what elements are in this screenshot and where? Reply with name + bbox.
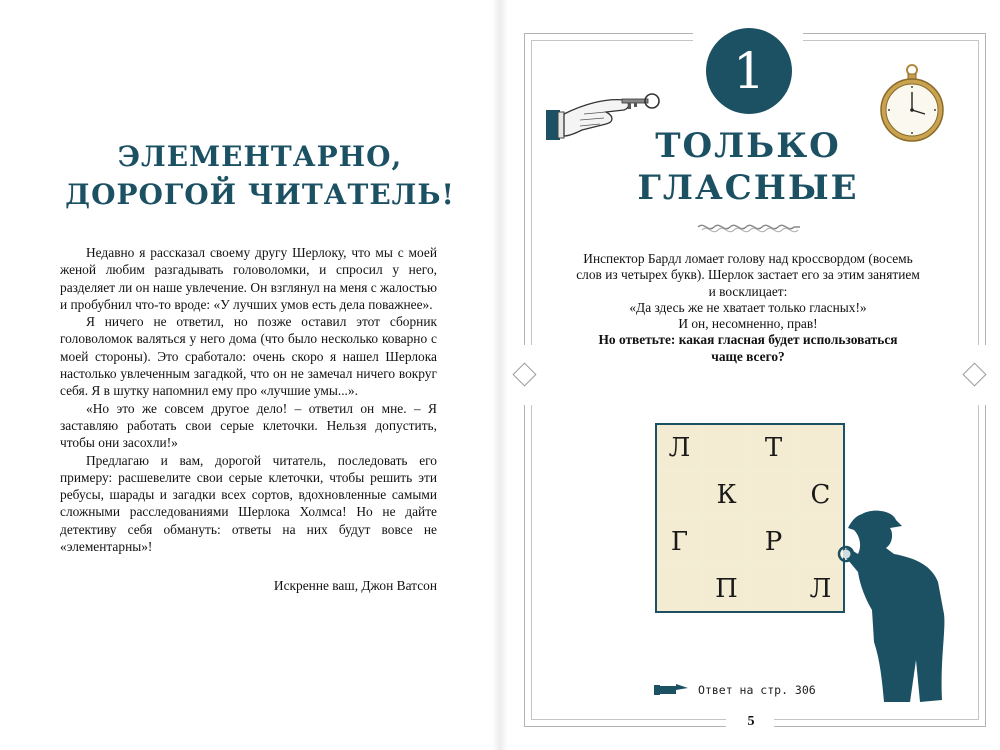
grid-cell: Л (798, 566, 843, 611)
sherlock-silhouette-icon (832, 510, 962, 710)
paragraph: «Но это же совсем другое дело! – ответил он мне. – Я заставляю работать свои серые клеточки. Нельзя допустить, чтобы они засохли!» (60, 400, 437, 451)
grid-cell: Л (657, 425, 702, 470)
grid-cell (798, 425, 843, 470)
letter-body (60, 244, 437, 555)
page-title (60, 138, 460, 214)
grid-cell: П (704, 566, 749, 611)
answer-reference (654, 682, 816, 698)
question-line: Но ответьте: какая гласная будет использоваться (598, 332, 898, 348)
grid-cell: Г (657, 519, 702, 564)
text-line: и восклицает: (708, 283, 788, 299)
question-line: чаще всего? (711, 348, 785, 364)
pointing-hand-icon (654, 682, 690, 698)
puzzle-title (598, 125, 898, 209)
title-line: ГЛАСНЫЕ (637, 168, 859, 208)
grid-cell (751, 472, 796, 517)
puzzle-description (558, 251, 938, 365)
answer-page-label: Ответ на стр. 306 (698, 683, 816, 697)
book-gutter (492, 0, 508, 750)
grid-cell: Р (751, 519, 796, 564)
paragraph: Предлагаю и вам, дорогой читатель, последовать его примеру: расшевелите свои серые клеточки, чтобы решить эти ребусы, шарады и загадки всех сортов, вдохновленные самыми сложными расследованиями Шерлока Холмса! Но не дайте детективу себя обмануть: ответы на них будут вовсе не «элементарны»! (60, 452, 437, 555)
title-line: ТОЛЬКО (655, 126, 841, 166)
grid-cell: К (704, 472, 749, 517)
crossword-grid (655, 423, 845, 613)
text-line: слов из четырех букв). Шерлок застает его за этим занятием (576, 267, 920, 283)
puzzle-number: 1 (733, 42, 765, 100)
puzzle-number-badge (706, 28, 792, 114)
grid-cell (657, 472, 702, 517)
title-line: ЭЛЕМЕНТАРНО, (117, 140, 403, 173)
title-line: ДОРОГОЙ ЧИТАТЕЛЬ! (65, 178, 455, 211)
right-page (508, 0, 1000, 750)
grid-cell (657, 566, 702, 611)
grid-cell: С (798, 472, 843, 517)
wave-ornament-icon (696, 219, 802, 235)
grid-cell (751, 566, 796, 611)
page-number: 5 (747, 714, 755, 729)
grid-cell (704, 519, 749, 564)
text-line: «Да здесь же не хватает только гласных!» (629, 299, 867, 315)
text-line: Инспектор Бардл ломает голову над кроссвордом (восемь (583, 251, 913, 266)
paragraph: Недавно я рассказал своему другу Шерлоку, что мы с моей женой любим разгадывать головоломки, и спросил у него, разделяет ли он наше увлечение. Он взглянул на меня с жалостью и пробубнил что-то вроде: «У лучших умов есть дела поважнее». (60, 245, 437, 312)
grid-cell: Т (751, 425, 796, 470)
signature: Искренне ваш, Джон Ватсон (273, 578, 437, 593)
text-line: И он, несомненно, прав! (678, 316, 818, 332)
paragraph: Я ничего не ответил, но позже оставил этот сборник головоломок валяться у него дома (что было несколько коварно с моей стороны). Это сработало: очень скоро я нашел Шерлока настолько увлеченным загадкой, что он не замечал ничего вокруг себя. Я в шутку напомнил ему про «лучшие умы...». (60, 314, 437, 399)
grid-cell (704, 425, 749, 470)
